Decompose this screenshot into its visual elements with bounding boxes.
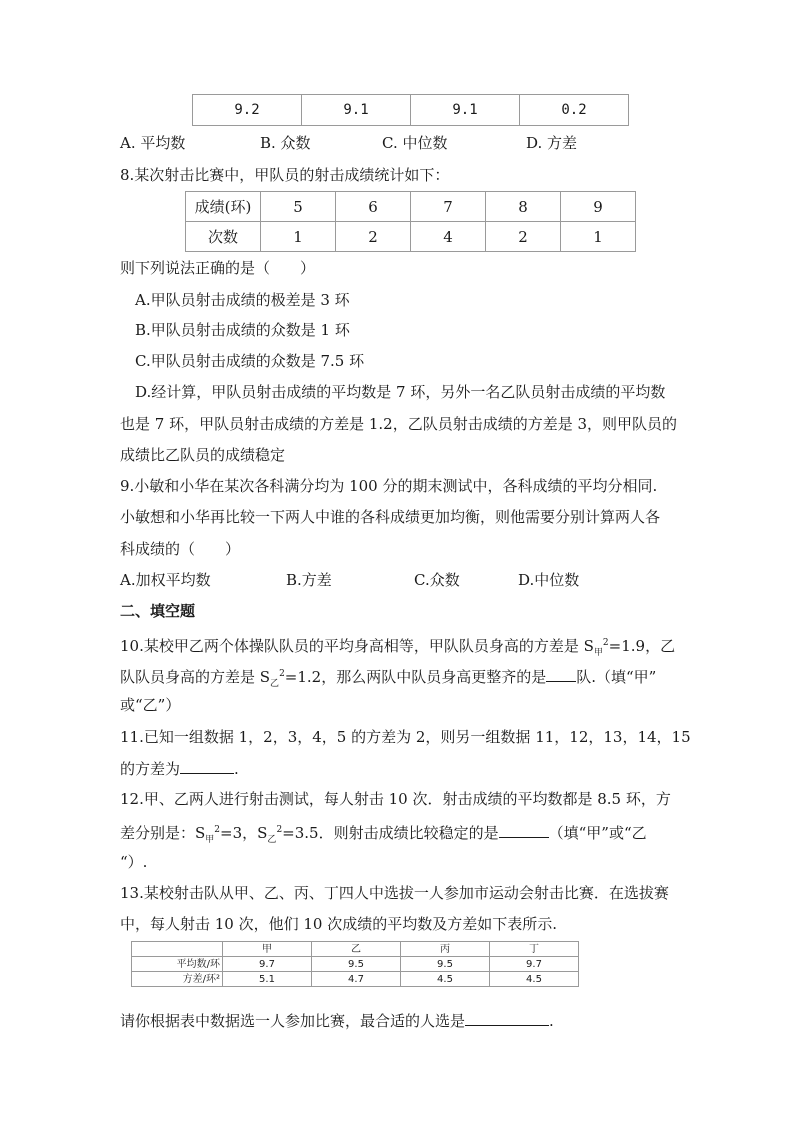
table-header: 平均数/环 [132, 957, 223, 972]
q9-line3: 科成绩的（ ） [120, 540, 241, 558]
table-cell: 9.7 [223, 957, 312, 972]
text: （填“甲”或“乙 [548, 824, 647, 842]
text: 队.（填“甲” [576, 668, 657, 686]
q8-option-d-line2: 也是 7 环，甲队员射击成绩的方差是 1.2，乙队员射击成绩的方差是 3，则甲队员的 [120, 415, 678, 433]
q12-line1: 12.甲、乙两人进行射击测试，每人射击 10 次．射击成绩的平均数都是 8.5 环，方 [120, 790, 671, 808]
text: =1.9，乙 [608, 637, 676, 655]
table-row [132, 942, 579, 957]
q13-line1: 13.某校射击队从甲、乙、丙、丁四人中选拔一人参加市运动会射击比赛．在选拔赛 [120, 884, 669, 902]
text: 请你根据表中数据选一人参加比赛，最合适的人选是 [120, 1012, 466, 1030]
table-row [132, 972, 579, 987]
q8-option-a: A.甲队员射击成绩的极差是 3 环 [135, 291, 350, 309]
q8-option-d-line3: 成绩比乙队员的成绩稳定 [120, 446, 286, 464]
table-cell: 0.2 [520, 95, 629, 126]
table-cell: 7 [411, 192, 486, 222]
table-header: 甲 [223, 942, 312, 957]
table-cell: 4.5 [401, 972, 490, 987]
q9-line1: 9.小敏和小华在某次各科满分均为 100 分的期末测试中，各科成绩的平均分相同. [120, 477, 658, 495]
superscript: 2 [276, 825, 283, 835]
table-row [186, 192, 636, 222]
answer-blank[interactable] [465, 1010, 549, 1026]
q9-option-b: B.方差 [286, 571, 332, 589]
table-cell: 9.1 [411, 95, 520, 126]
text: =3.5．则射击成绩比较稳定的是 [282, 824, 499, 842]
text: 的方差为 [120, 760, 181, 778]
table-cell: 1 [261, 222, 336, 252]
table-cell: 2 [486, 222, 561, 252]
q10-line3: 或“乙”） [120, 696, 181, 714]
answer-blank[interactable] [180, 758, 234, 774]
superscript: 2 [279, 669, 285, 679]
q7-option-c: C. 中位数 [382, 134, 448, 152]
top-table [192, 94, 629, 126]
q9-option-a: A.加权平均数 [120, 571, 211, 589]
subscript: 甲 [205, 835, 215, 845]
table-cell: 5 [261, 192, 336, 222]
table-cell: 4 [411, 222, 486, 252]
table-cell: 9.5 [401, 957, 490, 972]
table-cell: 9 [561, 192, 636, 222]
q11-line1: 11.已知一组数据 1，2，3，4，5 的方差为 2，则另一组数据 11，12，13，14，15 [120, 728, 691, 746]
q8-question: 则下列说法正确的是（ ） [120, 259, 316, 277]
q8-option-c: C.甲队员射击成绩的众数是 7.5 环 [135, 352, 365, 370]
table-header: 乙 [312, 942, 401, 957]
table-header: 丁 [490, 942, 579, 957]
table-row [132, 957, 579, 972]
table-cell: 9.7 [490, 957, 579, 972]
table-header: 方差/环² [132, 972, 223, 987]
q8-option-d-line1: D.经计算，甲队员射击成绩的平均数是 7 环，另外一名乙队员射击成绩的平均数 [135, 383, 666, 401]
q10-line2 [120, 664, 656, 694]
q7-option-d: D. 方差 [526, 134, 578, 152]
table-row [193, 95, 629, 126]
table-cell: 2 [336, 222, 411, 252]
table-cell: 5.1 [223, 972, 312, 987]
q10-line1 [120, 633, 675, 663]
section-title: 二、填空题 [120, 602, 196, 620]
q9-line2: 小敏想和小华再比较一下两人中谁的各科成绩更加均衡，则他需要分别计算两人各 [120, 508, 661, 526]
table-header: 成绩(环) [186, 192, 261, 222]
q13-line2: 中，每人射击 10 次，他们 10 次成绩的平均数及方差如下表所示. [120, 915, 558, 933]
q8-option-b: B.甲队员射击成绩的众数是 1 环 [135, 321, 350, 339]
q11-line2 [120, 758, 239, 779]
text: 队队员身高的方差是 S [120, 668, 271, 686]
table-header: 丙 [401, 942, 490, 957]
text: =3，S [220, 824, 268, 842]
q7-options [120, 133, 577, 153]
table-header [132, 942, 223, 957]
subscript: 甲 [593, 648, 603, 658]
table-cell: 6 [336, 192, 411, 222]
q8-table [185, 191, 636, 252]
q9-options [120, 570, 579, 590]
table-cell: 9.2 [193, 95, 302, 126]
q8-stem: 8.某次射击比赛中，甲队员的射击成绩统计如下： [120, 166, 450, 184]
q7-option-a: A. 平均数 [120, 134, 186, 152]
text: . [549, 1012, 554, 1030]
q7-option-b: B. 众数 [260, 134, 311, 152]
q12-line3: “）. [120, 853, 148, 871]
text: 差分别是：S [120, 824, 206, 842]
table-cell: 9.1 [302, 95, 411, 126]
answer-blank[interactable] [546, 666, 576, 682]
q13-line3 [120, 1010, 554, 1031]
q9-option-c: C.众数 [414, 571, 460, 589]
q13-table [131, 941, 579, 987]
text: 10.某校甲乙两个体操队队员的平均身高相等，甲队队员身高的方差是 S [120, 637, 594, 655]
subscript: 乙 [270, 679, 280, 689]
q9-option-d: D.中位数 [518, 571, 580, 589]
superscript: 2 [214, 825, 221, 835]
table-cell: 9.5 [312, 957, 401, 972]
superscript: 2 [602, 638, 609, 648]
table-row [186, 222, 636, 252]
table-cell: 4.7 [312, 972, 401, 987]
text: =1.2，那么两队中队员身高更整齐的是 [284, 668, 547, 686]
subscript: 乙 [267, 835, 277, 845]
answer-blank[interactable] [499, 822, 549, 838]
table-cell: 4.5 [490, 972, 579, 987]
table-cell: 8 [486, 192, 561, 222]
table-header: 次数 [186, 222, 261, 252]
table-cell: 1 [561, 222, 636, 252]
text: . [234, 760, 239, 778]
q12-line2 [120, 820, 647, 850]
